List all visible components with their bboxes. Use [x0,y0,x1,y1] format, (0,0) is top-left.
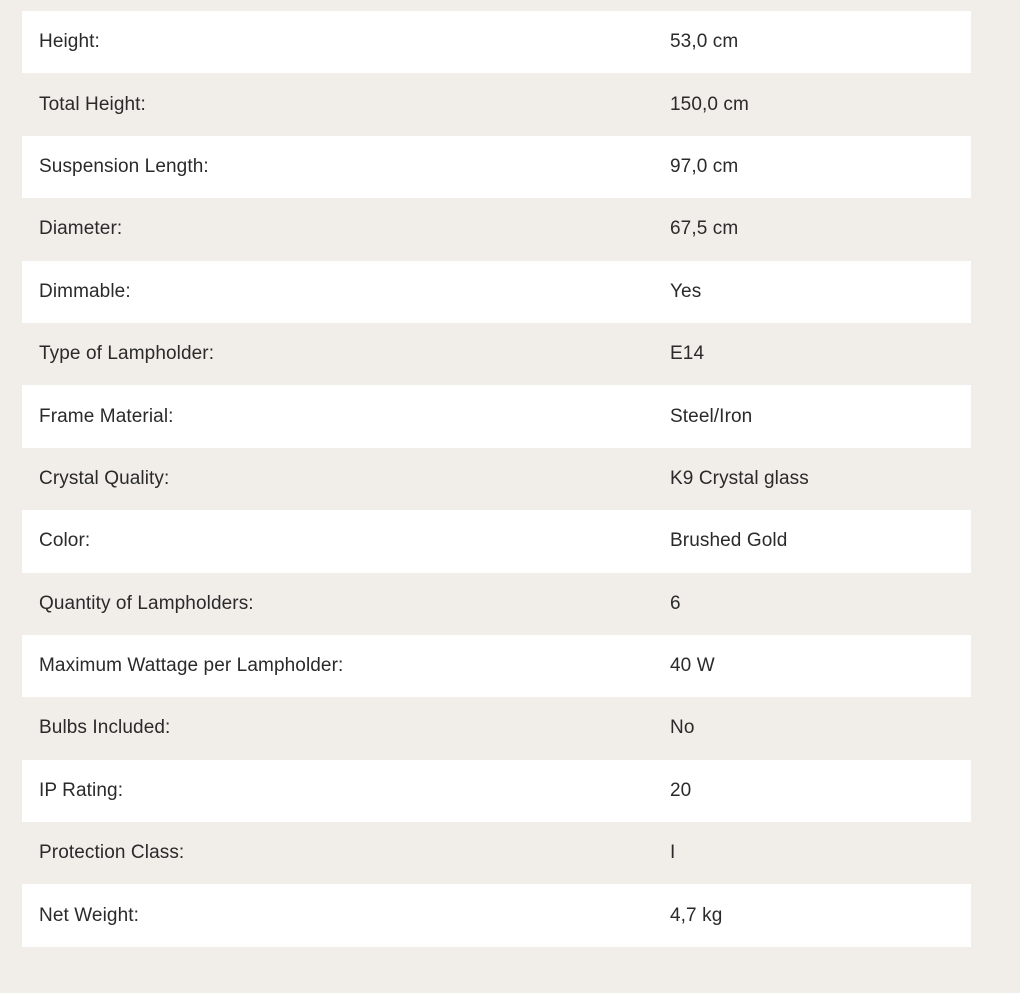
spec-value: 20 [670,779,692,801]
spec-value: No [670,717,695,739]
spec-row-lampholder-quantity [22,573,971,635]
spec-row-lampholder-type [22,323,971,385]
spec-value: K9 Crystal glass [670,467,809,489]
spec-label: IP Rating: [39,779,124,801]
spec-row-ip-rating [22,760,971,822]
spec-row-bulbs-included [22,697,971,759]
spec-row-height [22,11,971,73]
spec-label: Height: [39,31,100,53]
spec-value: 6 [670,592,681,614]
spec-row-suspension-length [22,136,971,198]
spec-value: 150,0 cm [670,93,749,115]
spec-value: Brushed Gold [670,530,788,552]
spec-label: Diameter: [39,218,123,240]
spec-label: Quantity of Lampholders: [39,592,254,614]
spec-row-protection-class [22,822,971,884]
spec-label: Type of Lampholder: [39,343,215,365]
spec-value: 40 W [670,655,715,677]
spec-row-net-weight [22,884,971,946]
spec-value: 97,0 cm [670,155,739,177]
spec-row-crystal-quality [22,448,971,510]
spec-label: Frame Material: [39,405,174,427]
spec-value: 67,5 cm [670,218,739,240]
spec-row-frame-material [22,385,971,447]
spec-row-color [22,510,971,572]
specifications-table [22,11,971,947]
spec-label: Bulbs Included: [39,717,171,739]
spec-value: 4,7 kg [670,904,723,926]
spec-row-diameter [22,198,971,260]
spec-label: Maximum Wattage per Lampholder: [39,655,344,677]
spec-label: Color: [39,530,91,552]
spec-value: Yes [670,280,702,302]
spec-value: Steel/Iron [670,405,753,427]
spec-value: E14 [670,343,705,365]
spec-label: Crystal Quality: [39,467,170,489]
spec-row-total-height [22,73,971,135]
spec-label: Total Height: [39,93,146,115]
spec-label: Suspension Length: [39,155,209,177]
spec-value: 53,0 cm [670,31,739,53]
spec-label: Net Weight: [39,904,140,926]
spec-label: Dimmable: [39,280,131,302]
spec-row-max-wattage [22,635,971,697]
spec-label: Protection Class: [39,842,185,864]
spec-row-dimmable [22,261,971,323]
spec-value: I [670,842,676,864]
